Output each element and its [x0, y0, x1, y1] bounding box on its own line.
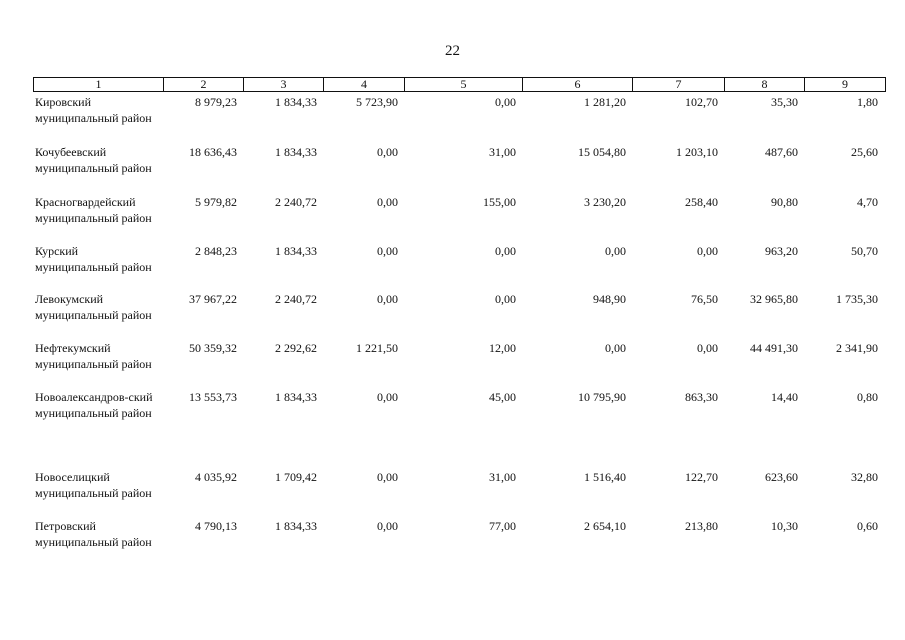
value-col-6: 948,90: [593, 292, 626, 306]
value-col-3: 1 709,42: [275, 470, 317, 484]
value-col-6: 0,00: [605, 341, 626, 355]
district-name: Новоселицкий муниципальный район: [35, 470, 152, 500]
value-col-3: 1 834,33: [275, 519, 317, 533]
value-col-6: 10 795,90: [578, 390, 626, 404]
value-col-5: 77,00: [489, 519, 516, 533]
value-col-4: 0,00: [377, 195, 398, 209]
value-col-2: 8 979,23: [195, 95, 237, 109]
value-col-4: 5 723,90: [356, 95, 398, 109]
column-number-1: 1: [34, 78, 164, 91]
district-name: Нефтекумский муниципальный район: [35, 341, 152, 371]
value-col-3: 2 292,62: [275, 341, 317, 355]
value-col-8: 963,20: [765, 244, 798, 258]
value-col-6: 0,00: [605, 244, 626, 258]
value-col-9: 32,80: [851, 470, 878, 484]
column-number-9: 9: [842, 77, 848, 91]
value-col-2: 37 967,22: [189, 292, 237, 306]
value-col-5: 12,00: [489, 341, 516, 355]
value-col-9: 0,80: [857, 390, 878, 404]
value-col-2: 4 790,13: [195, 519, 237, 533]
value-col-9: 50,70: [851, 244, 878, 258]
value-col-4: 0,00: [377, 292, 398, 306]
value-col-5: 155,00: [483, 195, 516, 209]
value-col-7: 0,00: [697, 341, 718, 355]
value-col-3: 1 834,33: [275, 390, 317, 404]
value-col-2: 50 359,32: [189, 341, 237, 355]
value-col-2: 18 636,43: [189, 145, 237, 159]
value-col-8: 90,80: [771, 195, 798, 209]
column-number-6: 6: [523, 78, 633, 91]
table-row: [33, 291, 884, 323]
column-number-5: 5: [405, 78, 523, 91]
value-col-3: 2 240,72: [275, 292, 317, 306]
value-col-4: 1 221,50: [356, 341, 398, 355]
value-col-8: 623,60: [765, 470, 798, 484]
table-row: [33, 340, 884, 372]
value-col-3: 2 240,72: [275, 195, 317, 209]
table-row: [33, 243, 884, 275]
value-col-6: 1 281,20: [584, 95, 626, 109]
value-col-3: 1 834,33: [275, 145, 317, 159]
value-col-8: 44 491,30: [750, 341, 798, 355]
value-col-4: 0,00: [377, 519, 398, 533]
value-col-2: 2 848,23: [195, 244, 237, 258]
table-row: [33, 194, 884, 226]
value-col-9: 4,70: [857, 195, 878, 209]
value-col-9: 1 735,30: [836, 292, 878, 306]
value-col-6: 1 516,40: [584, 470, 626, 484]
column-number-2: 2: [164, 78, 244, 91]
table-row: [33, 469, 884, 501]
table-row: [33, 389, 884, 421]
value-col-9: 0,60: [857, 519, 878, 533]
value-col-4: 0,00: [377, 145, 398, 159]
value-col-3: 1 834,33: [275, 95, 317, 109]
value-col-4: 0,00: [377, 390, 398, 404]
value-col-5: 45,00: [489, 390, 516, 404]
table-header-row: [33, 77, 886, 92]
value-col-7: 0,00: [697, 244, 718, 258]
value-col-2: 5 979,82: [195, 195, 237, 209]
value-col-5: 31,00: [489, 145, 516, 159]
district-name: Петровский муниципальный район: [35, 519, 152, 549]
value-col-8: 10,30: [771, 519, 798, 533]
column-number-3: 3: [244, 78, 324, 91]
value-col-2: 4 035,92: [195, 470, 237, 484]
value-col-5: 31,00: [489, 470, 516, 484]
value-col-9: 25,60: [851, 145, 878, 159]
value-col-8: 35,30: [771, 95, 798, 109]
value-col-4: 0,00: [377, 244, 398, 258]
value-col-6: 2 654,10: [584, 519, 626, 533]
value-col-8: 14,40: [771, 390, 798, 404]
district-name: Новоалександров-ский муниципальный район: [35, 390, 153, 420]
value-col-7: 213,80: [685, 519, 718, 533]
value-col-5: 0,00: [495, 292, 516, 306]
district-name: Курский муниципальный район: [35, 244, 152, 274]
value-col-8: 32 965,80: [750, 292, 798, 306]
value-col-6: 15 054,80: [578, 145, 626, 159]
district-name: Кочубеевский муниципальный район: [35, 145, 152, 175]
value-col-7: 102,70: [685, 95, 718, 109]
value-col-7: 863,30: [685, 390, 718, 404]
value-col-7: 1 203,10: [676, 145, 718, 159]
value-col-4: 0,00: [377, 470, 398, 484]
value-col-7: 122,70: [685, 470, 718, 484]
value-col-9: 1,80: [857, 95, 878, 109]
value-col-2: 13 553,73: [189, 390, 237, 404]
column-number-8: 8: [725, 78, 805, 91]
column-number-7: 7: [633, 78, 725, 91]
value-col-6: 3 230,20: [584, 195, 626, 209]
table-row: [33, 518, 884, 550]
value-col-8: 487,60: [765, 145, 798, 159]
value-col-5: 0,00: [495, 95, 516, 109]
value-col-7: 258,40: [685, 195, 718, 209]
district-name: Кировский муниципальный район: [35, 95, 152, 125]
district-name: Красногвардейский муниципальный район: [35, 195, 152, 225]
page-number: 22: [445, 43, 460, 59]
value-col-7: 76,50: [691, 292, 718, 306]
column-number-4: 4: [324, 78, 405, 91]
table-row: [33, 144, 884, 176]
table-row: [33, 94, 884, 126]
value-col-3: 1 834,33: [275, 244, 317, 258]
value-col-5: 0,00: [495, 244, 516, 258]
district-name: Левокумский муниципальный район: [35, 292, 152, 322]
value-col-9: 2 341,90: [836, 341, 878, 355]
